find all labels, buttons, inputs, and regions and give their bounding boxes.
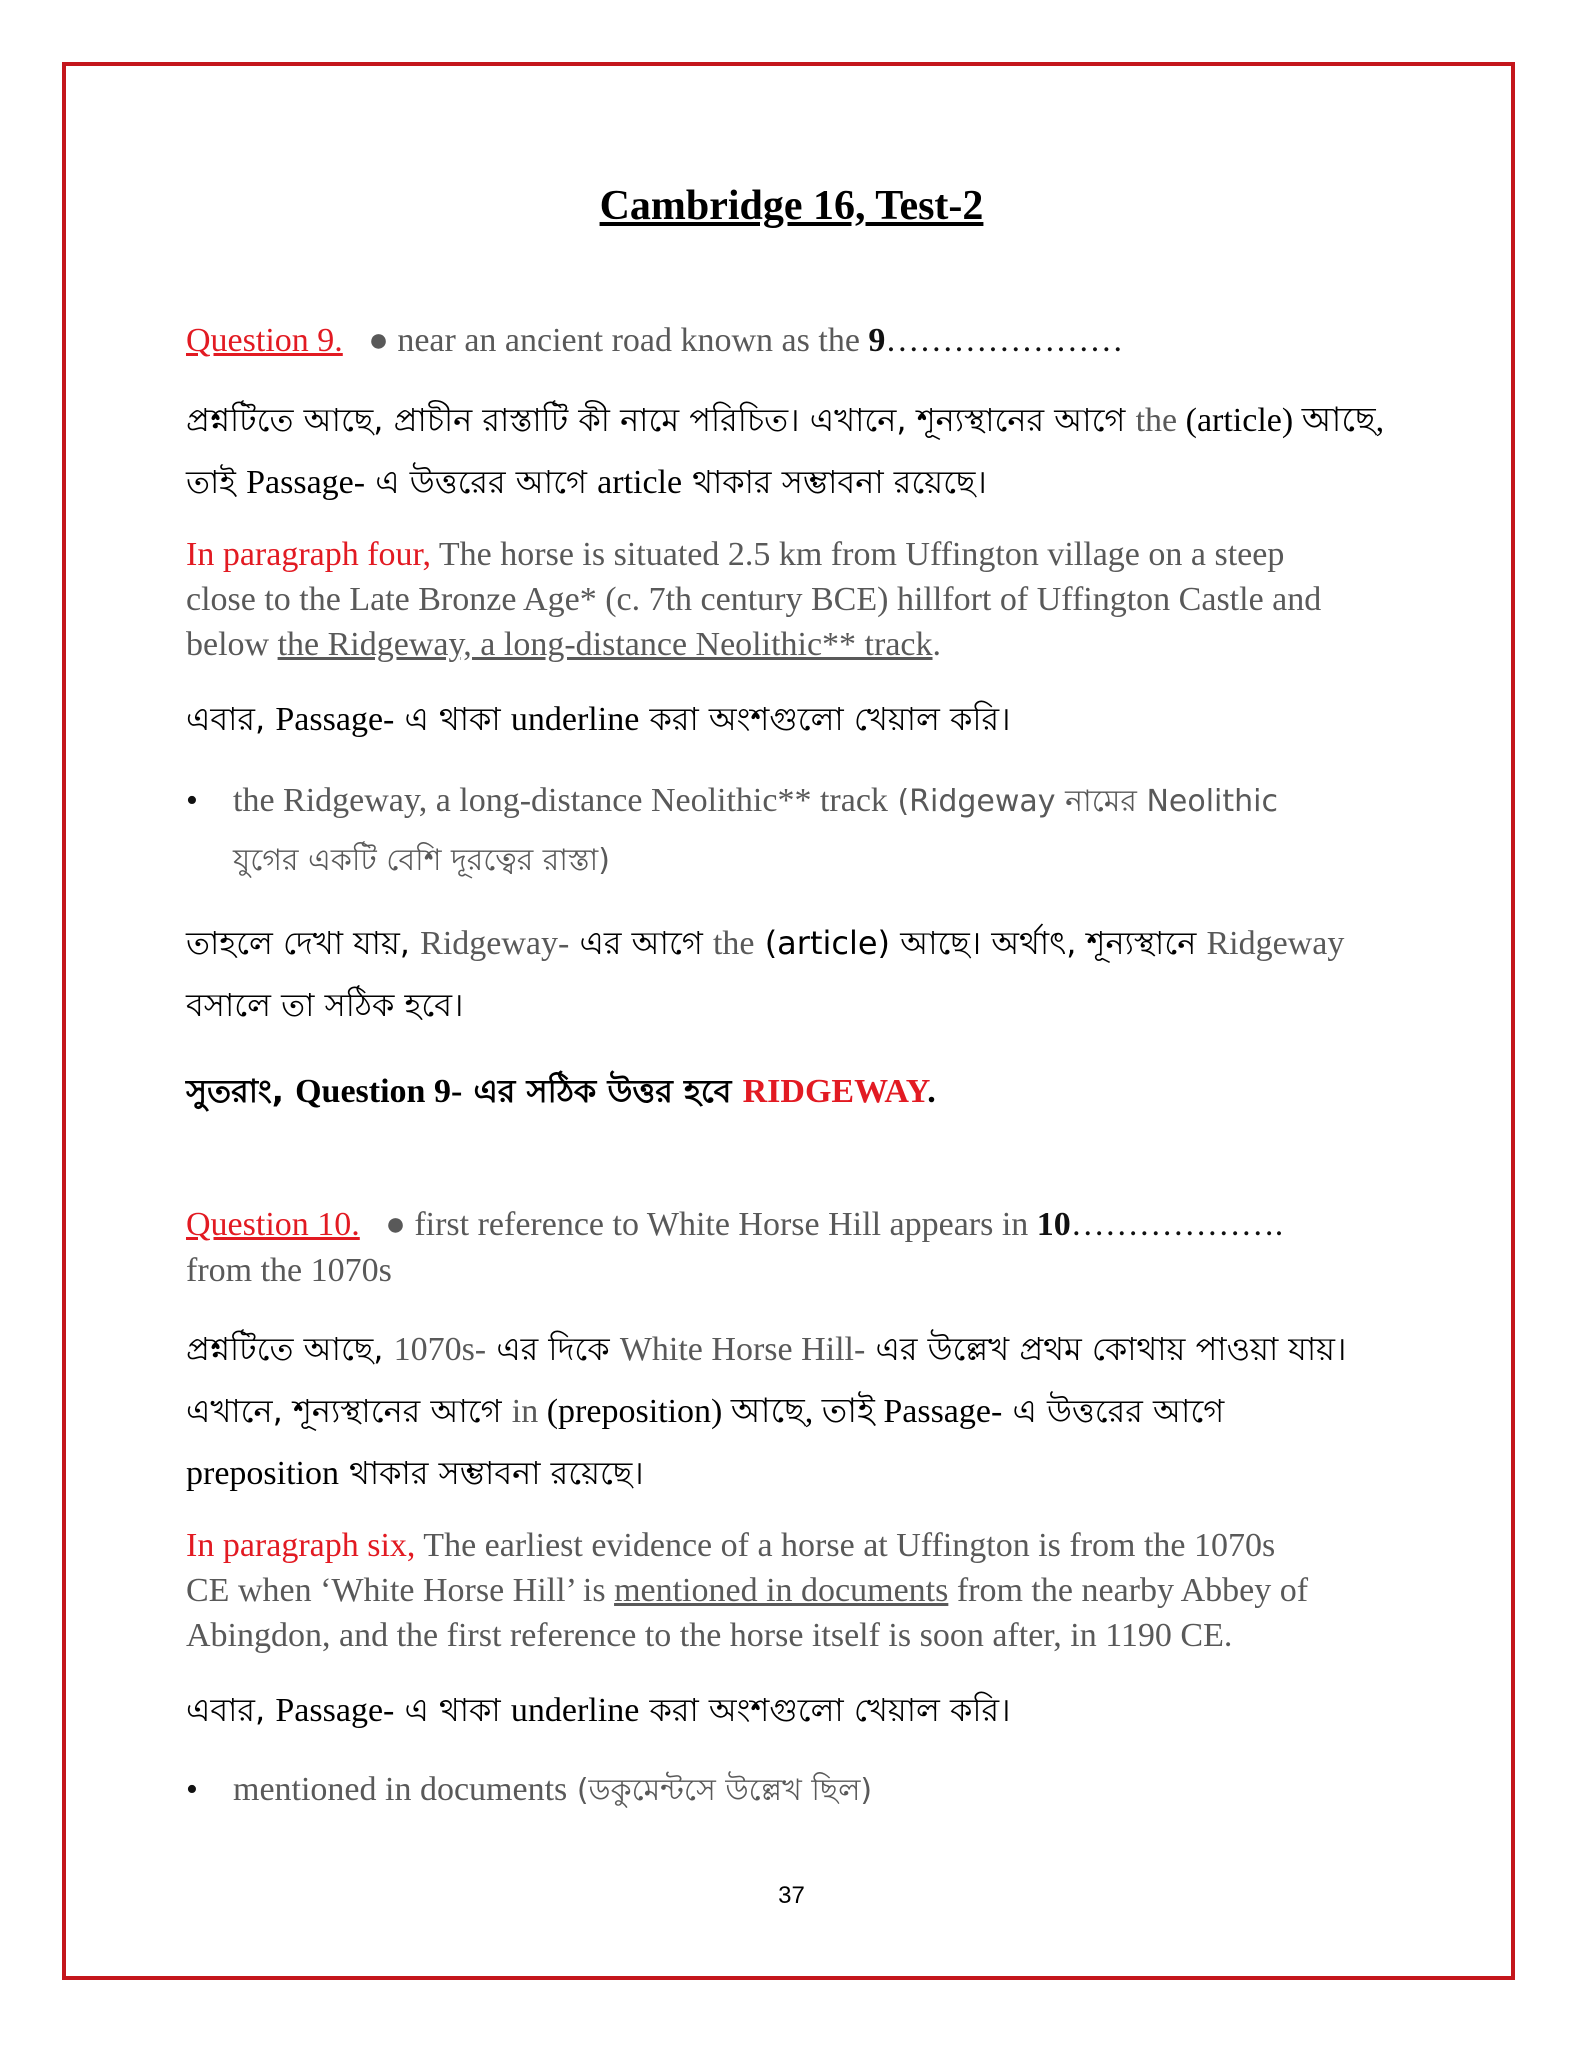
q10-bullet-en: mentioned in documents	[233, 1771, 568, 1808]
q10-label: Question 10.	[186, 1206, 360, 1243]
q10-prompt: first reference to White Horse Hill appears in	[414, 1206, 1037, 1243]
q10-bn4-text-b: এ থাকা	[394, 1691, 511, 1729]
q10-number: 10	[1036, 1206, 1071, 1243]
q9-bn2-text-c: থাকার সম্ভাবনা রয়েছে।	[682, 463, 987, 501]
q9-bn4-ridgeway-2: Ridgeway	[1206, 925, 1345, 962]
q9-bullet-en: the Ridgeway, a long-distance Neolithic** track	[233, 782, 888, 819]
q9-bn2-text: তাই	[186, 463, 247, 501]
q9-bn-line-3	[186, 688, 1406, 751]
q10-blank-dots: ……………….	[1070, 1206, 1284, 1243]
q9-bn1-article: the	[1135, 402, 1178, 439]
q10-bn-line-3	[186, 1442, 1406, 1505]
q9-para-line-3b: .	[932, 626, 942, 663]
q10-bullet-icon: ●	[385, 1206, 406, 1243]
q9-bullet-item	[186, 772, 1406, 892]
q10-bn2-passage: Passage-	[883, 1393, 1003, 1430]
bullet-dot-icon: •	[186, 782, 198, 819]
q10-bn3-text: থাকার সম্ভাবনা রয়েছে।	[338, 1454, 644, 1492]
q9-underlined-phrase: the Ridgeway, a long-distance Neolithic** track	[277, 626, 933, 663]
q10-bn1-text-c: এর উল্লেখ প্রথম কোথায় পাওয়া যায়।	[865, 1330, 1347, 1368]
page-title: Cambridge 16, Test-2	[599, 183, 984, 229]
q10-bn4-underline: underline	[510, 1692, 640, 1729]
q10-bn-line-4	[186, 1679, 1406, 1742]
q10-bullet-bn: (ডকুমেন্টসে উল্লেখ ছিল)	[567, 1773, 873, 1808]
q10-bn2-text: এখানে, শূন্যস্থানের আগে	[186, 1392, 512, 1430]
q10-bullet-item	[186, 1761, 1406, 1821]
q9-bn3-passage: Passage-	[275, 701, 395, 738]
q9-answer-word: RIDGEWAY	[742, 1073, 928, 1110]
q9-bullet-bn-a: (Ridgeway নামের Neolithic	[887, 784, 1278, 819]
q9-question-line	[186, 318, 1406, 364]
q10-paragraph-label: In paragraph six,	[186, 1527, 416, 1564]
q9-passage-paragraph	[186, 532, 1406, 667]
q10-bn3-preposition: preposition	[186, 1455, 339, 1492]
q10-bn1-text-b: এর দিকে	[486, 1330, 620, 1368]
q9-bn-line-2	[186, 451, 1406, 514]
q9-bn-line-5: বসালে তা সঠিক হবে।	[186, 986, 464, 1024]
q10-question-line	[186, 1202, 1406, 1294]
q9-bn2-passage: Passage-	[246, 464, 366, 501]
q9-answer-dot: .	[927, 1073, 936, 1110]
q9-bn3-text-b: এ থাকা	[394, 700, 511, 738]
q9-bn-line-1	[186, 389, 1406, 452]
q9-number: 9	[868, 322, 886, 359]
q10-bn1-hill: White Horse Hill-	[619, 1331, 866, 1368]
q9-paragraph-label: In paragraph four,	[186, 536, 432, 573]
q10-bn4-passage: Passage-	[275, 1692, 395, 1729]
q9-bn4-text: তাহলে দেখা যায়,	[186, 924, 421, 962]
q10-bn2-text-c: এ উত্তরের আগে	[1002, 1392, 1225, 1430]
q10-bn2-text-b: (preposition) আছে, তাই	[538, 1393, 884, 1430]
q9-bn4-text-c: (article) আছে। অর্থাৎ, শূন্যস্থানে	[754, 924, 1207, 962]
q9-bn-line-4	[186, 912, 1406, 975]
q9-bn3-text-c: করা অংশগুলো খেয়াল করি।	[639, 700, 1011, 738]
q10-bn1-1070s: 1070s-	[393, 1331, 487, 1368]
page-number: 37	[778, 1882, 805, 1909]
q9-bn4-text-b: এর আগে	[569, 924, 713, 962]
q10-para-line-1: The earliest evidence of a horse at Uffington is from the 1070s	[415, 1527, 1276, 1564]
q9-bn1-text-b: (article) আছে,	[1177, 402, 1385, 439]
q9-answer-line	[186, 1060, 1406, 1123]
q10-bn1-text: প্রশ্নটিতে আছে,	[186, 1330, 394, 1368]
q10-prompt-2: from the 1070s	[186, 1252, 392, 1289]
q9-answer-text: সুতরাং,	[186, 1072, 296, 1110]
q9-answer-question: Question 9-	[295, 1073, 463, 1110]
q9-bn4-ridgeway: Ridgeway-	[420, 925, 570, 962]
q10-bn4-text: এবার,	[186, 1691, 276, 1729]
q10-underlined-phrase: mentioned in documents	[614, 1572, 949, 1609]
q9-para-line-1: The horse is situated 2.5 km from Uffington village on a steep	[431, 536, 1285, 573]
q10-para-line-2b: from the nearby Abbey of	[948, 1572, 1309, 1609]
q10-bn-line-1	[186, 1318, 1406, 1381]
q9-bullet-icon: ●	[368, 322, 389, 359]
q9-bn2-article: article	[597, 464, 683, 501]
q10-passage-paragraph	[186, 1523, 1406, 1658]
q9-blank-dots: …………………	[885, 322, 1124, 359]
q9-bn1-text: প্রশ্নটিতে আছে, প্রাচীন রাস্তাটি কী নামে পরিচিত। এখানে, শূন্যস্থানের আগে	[186, 401, 1136, 439]
q10-bn-line-2	[186, 1380, 1406, 1443]
q9-bn3-underline: underline	[510, 701, 640, 738]
q9-para-line-2: close to the Late Bronze Age* (c. 7th century BCE) hillfort of Uffington Castle and	[186, 581, 1322, 618]
q9-prompt: near an ancient road known as the	[397, 322, 869, 359]
q10-bn4-text-c: করা অংশগুলো খেয়াল করি।	[639, 1691, 1011, 1729]
q9-para-line-3a: below	[186, 626, 278, 663]
q10-bn2-in: in	[511, 1393, 539, 1430]
q10-para-line-3: Abingdon, and the first reference to the horse itself is soon after, in 1190 CE.	[186, 1617, 1233, 1654]
q9-bn2-text-b: এ উত্তরের আগে	[365, 463, 598, 501]
q10-para-line-2a: CE when ‘White Horse Hill’ is	[186, 1572, 615, 1609]
q9-bullet-bn-b: যুগের একটি বেশি দূরত্বের রাস্তা)	[233, 843, 610, 878]
q9-answer-text-b: এর সঠিক উত্তর হবে	[462, 1072, 743, 1110]
bullet-dot-icon: •	[186, 1771, 198, 1808]
q9-label: Question 9.	[186, 322, 343, 359]
q9-bn4-the: the	[712, 925, 755, 962]
q9-bn3-text: এবার,	[186, 700, 276, 738]
